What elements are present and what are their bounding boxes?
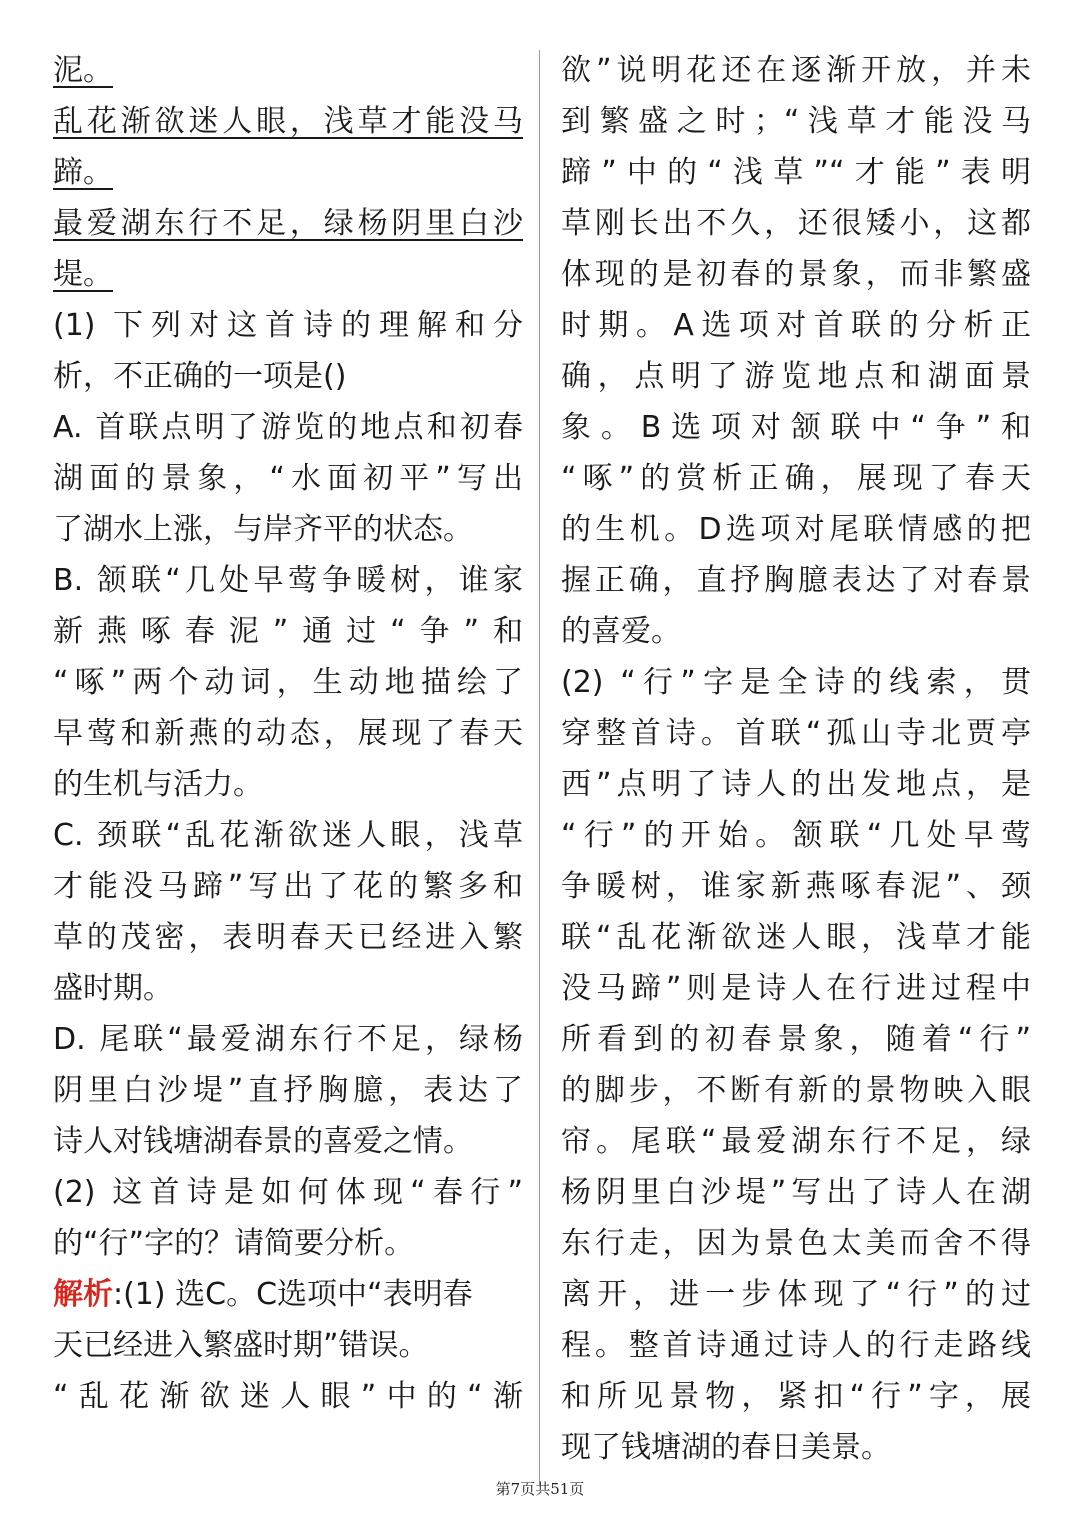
text-line [561, 147, 1031, 198]
line-text: 草的茂密，表明春天已经进入繁 [53, 920, 523, 955]
line-text: 帘。尾联“最爱湖东行不足，绿 [561, 1124, 1031, 1159]
line-text: 了湖水上涨，与岸齐平的状态。 [53, 512, 473, 547]
text-line [53, 300, 523, 351]
text-line [561, 1422, 1031, 1473]
text-line [561, 1116, 1031, 1167]
line-text: 体现的是初春的景象，而非繁盛 [561, 257, 1031, 292]
text-line [53, 1218, 523, 1269]
text-line [561, 912, 1031, 963]
line-text: (2) “行”字是全诗的线索，贯 [561, 665, 1031, 700]
line-text: B. 颔联“几处早莺争暖树，谁家 [53, 563, 523, 598]
line-text: 蹄”中的“浅草”“才能”表明 [561, 155, 1031, 190]
line-text: D. 尾联“最爱湖东行不足，绿杨 [53, 1022, 523, 1057]
text-line [561, 861, 1031, 912]
line-text: A. 首联点明了游览的地点和初春 [53, 410, 523, 445]
line-text: C. 颈联“乱花渐欲迷人眼，浅草 [53, 818, 523, 853]
line-text: 确，点明了游览地点和湖面景 [561, 359, 1031, 394]
line-text: 的生机。D选项对尾联情感的把 [561, 512, 1031, 547]
text-line [561, 759, 1031, 810]
line-text: 穿整首诗。首联“孤山寺北贾亭 [561, 716, 1031, 751]
text-line [53, 453, 523, 504]
line-text: 东行走，因为景色太美而舍不得 [561, 1226, 1031, 1261]
line-text: 堤。 [53, 257, 113, 292]
line-text: 早莺和新燕的动态，展现了春天 [53, 716, 523, 751]
line-text: 草刚长出不久，还很矮小，这都 [561, 206, 1031, 241]
line-text: :(1) 选C。C选项中“表明春 [113, 1277, 473, 1312]
line-text: 欲”说明花还在逐渐开放，并未 [561, 53, 1031, 88]
line-text: 联“乱花渐欲迷人眼，浅草才能 [561, 920, 1031, 955]
line-text: 所看到的初春景象，随着“行” [561, 1022, 1031, 1057]
text-line [53, 759, 523, 810]
analysis-label: 解析 [53, 1277, 113, 1312]
line-text: 盛时期。 [53, 971, 173, 1006]
line-text: 乱花渐欲迷人眼，浅草才能没马 [53, 104, 523, 139]
line-text: 西”点明了诗人的出发地点，是 [561, 767, 1031, 802]
text-line [561, 1218, 1031, 1269]
line-text: 天已经进入繁盛时期”错误。 [53, 1328, 429, 1363]
text-line [53, 1269, 523, 1320]
column-divider [539, 50, 540, 1485]
text-line [561, 1014, 1031, 1065]
text-line [53, 147, 523, 198]
right-column [561, 45, 1031, 1473]
text-line [561, 657, 1031, 708]
line-text: 泥。 [53, 53, 113, 88]
line-text: 杨阴里白沙堤”写出了诗人在湖 [561, 1175, 1031, 1210]
line-text: 的脚步，不断有新的景物映入眼 [561, 1073, 1031, 1108]
line-text: 湖面的景象，“水面初平”写出 [53, 461, 523, 496]
line-text: 新燕啄春泥”通过“争”和 [53, 614, 523, 649]
text-line [53, 657, 523, 708]
text-line [561, 1167, 1031, 1218]
line-text: 时期。A选项对首联的分析正 [561, 308, 1031, 343]
text-line [53, 402, 523, 453]
text-line [561, 1269, 1031, 1320]
line-text: “啄”的赏析正确，展现了春天 [561, 461, 1031, 496]
line-text: 程。整首诗通过诗人的行走路线 [561, 1328, 1031, 1363]
line-text: (1) 下列对这首诗的理解和分 [53, 308, 523, 343]
line-text: 象。B选项对颔联中“争”和 [561, 410, 1031, 445]
text-line [53, 1371, 523, 1422]
text-line [561, 249, 1031, 300]
text-line [561, 555, 1031, 606]
text-line [561, 198, 1031, 249]
text-line [53, 606, 523, 657]
text-line [561, 1371, 1031, 1422]
text-line [561, 96, 1031, 147]
text-line [561, 45, 1031, 96]
line-text: 的喜爱。 [561, 614, 681, 649]
text-line [561, 300, 1031, 351]
line-text: 现了钱塘湖的春日美景。 [561, 1430, 891, 1465]
line-text: 的生机与活力。 [53, 767, 263, 802]
line-text: 诗人对钱塘湖春景的喜爱之情。 [53, 1124, 473, 1159]
text-line [53, 1014, 523, 1065]
text-line [53, 1116, 523, 1167]
line-text: 阴里白沙堤”直抒胸臆，表达了 [53, 1073, 523, 1108]
text-line [561, 504, 1031, 555]
text-line [561, 402, 1031, 453]
line-text: “啄”两个动词，生动地描绘了 [53, 665, 523, 700]
text-line [53, 198, 523, 249]
line-text: 析，不正确的一项是() [53, 359, 347, 394]
text-line [53, 504, 523, 555]
line-text: 和所见景物，紧扣“行”字，展 [561, 1379, 1031, 1414]
text-line [53, 555, 523, 606]
text-line [53, 1167, 523, 1218]
left-column [53, 45, 523, 1422]
text-line [53, 351, 523, 402]
text-line [53, 249, 523, 300]
text-line [561, 606, 1031, 657]
text-line [561, 1320, 1031, 1371]
text-line [53, 810, 523, 861]
text-line [53, 1320, 523, 1371]
text-line [53, 96, 523, 147]
text-line [561, 351, 1031, 402]
line-text: 握正确，直抒胸臆表达了对春景 [561, 563, 1031, 598]
text-line [53, 861, 523, 912]
line-text: 离开，进一步体现了“行”的过 [561, 1277, 1031, 1312]
line-text: 争暖树，谁家新燕啄春泥”、颈 [561, 869, 1031, 904]
line-text: “乱花渐欲迷人眼”中的“渐 [53, 1379, 523, 1414]
text-line [561, 1065, 1031, 1116]
text-line [561, 810, 1031, 861]
line-text: 没马蹄”则是诗人在行进过程中 [561, 971, 1031, 1006]
text-line [561, 963, 1031, 1014]
text-line [53, 1065, 523, 1116]
page-footer: 第7页共51页 [495, 1480, 585, 1498]
line-text: 最爱湖东行不足，绿杨阴里白沙 [53, 206, 523, 241]
text-line [53, 963, 523, 1014]
text-line [53, 912, 523, 963]
line-text: 到繁盛之时；“浅草才能没马 [561, 104, 1031, 139]
text-line [561, 708, 1031, 759]
line-text: “行”的开始。颔联“几处早莺 [561, 818, 1031, 853]
line-text: (2) 这首诗是如何体现“春行” [53, 1175, 523, 1210]
text-line [53, 708, 523, 759]
text-line [53, 45, 523, 96]
text-line [561, 453, 1031, 504]
line-text: 的“行”字的？请简要分析。 [53, 1226, 415, 1261]
line-text: 蹄。 [53, 155, 113, 190]
line-text: 才能没马蹄”写出了花的繁多和 [53, 869, 523, 904]
